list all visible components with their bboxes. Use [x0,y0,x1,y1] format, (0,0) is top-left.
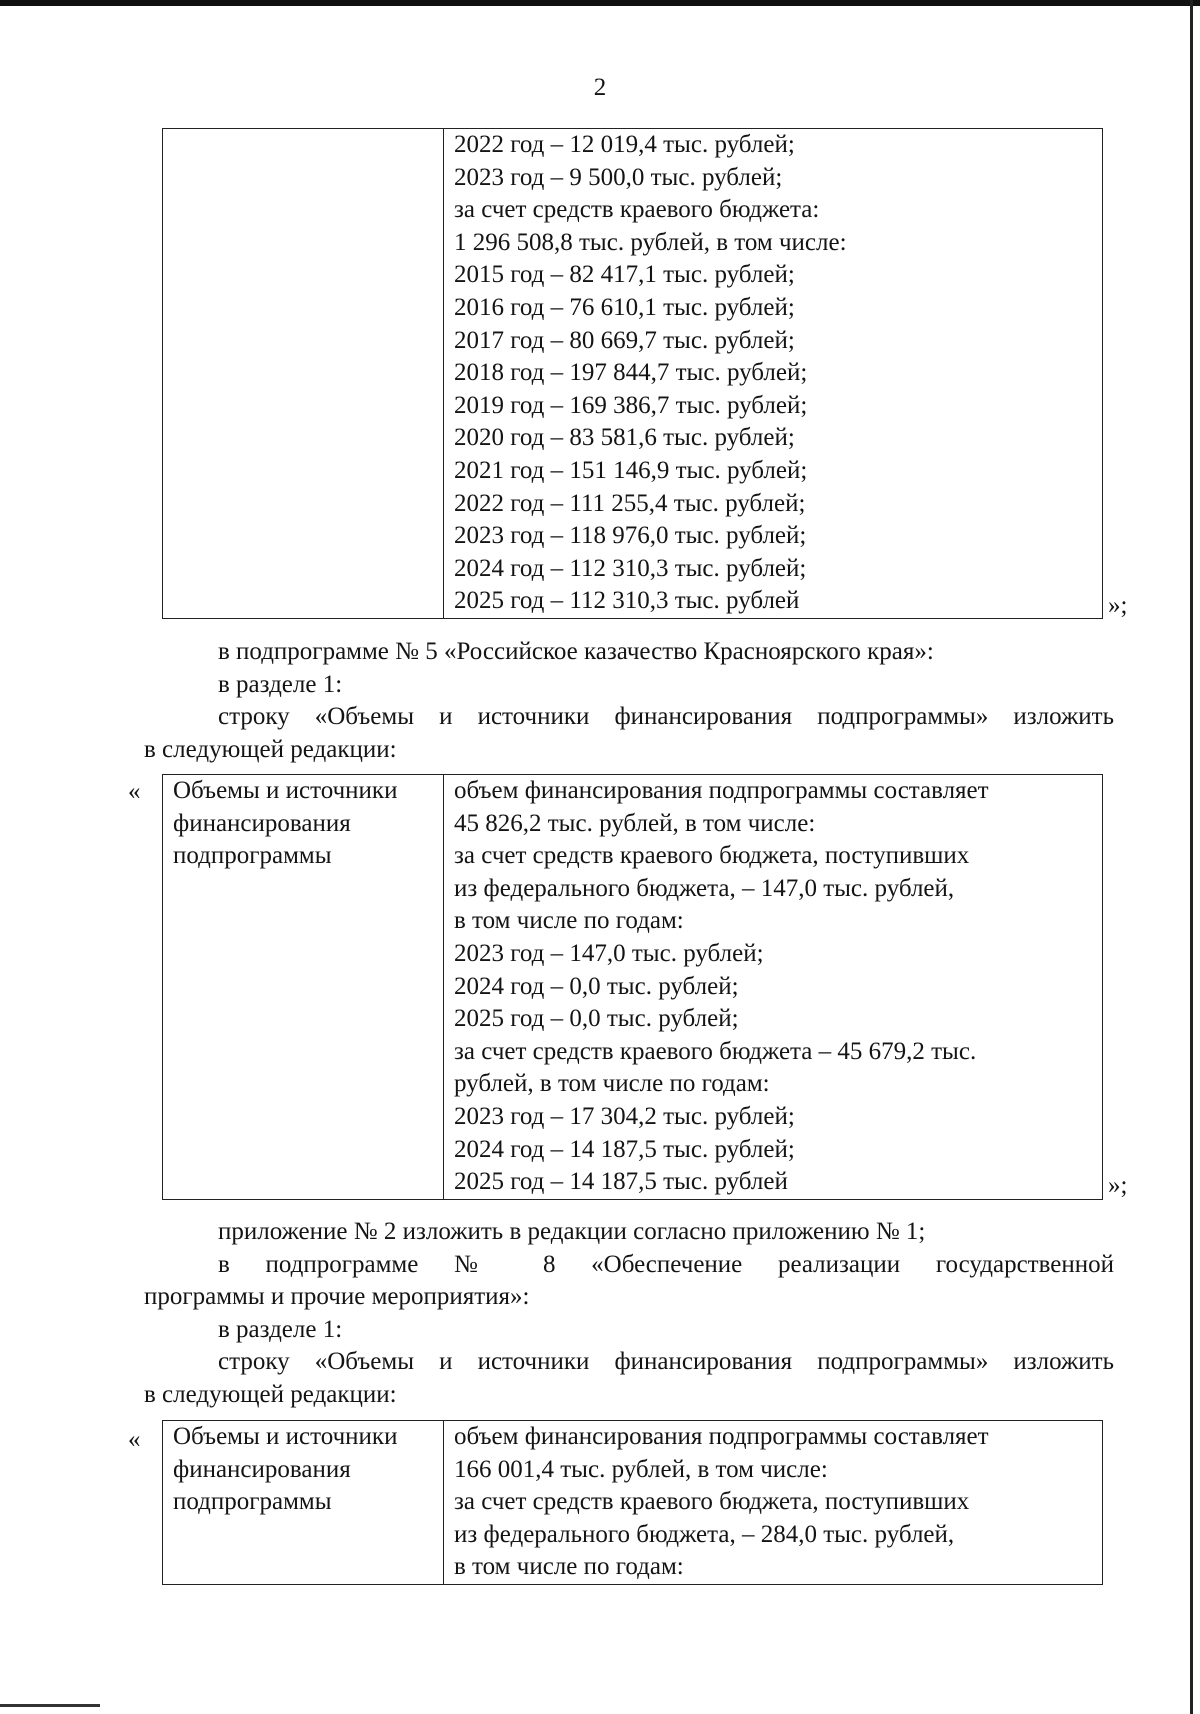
table-line: за счет средств краевого бюджета, поступивших [454,1488,970,1516]
table-line: 1 296 508,8 тыс. рублей, в том числе: [454,228,847,256]
table-line: 2022 год – 111 255,4 тыс. рублей; [454,489,806,517]
table-line: 2016 год – 76 610,1 тыс. рублей; [454,293,795,321]
opening-quote: « [128,1426,141,1453]
text-line: в разделе 1: [218,1315,343,1343]
scan-bottom-mark [0,1704,100,1707]
text-line: в следующей редакции: [144,735,397,763]
table-line: 2019 год – 169 386,7 тыс. рублей; [454,391,808,419]
table-line: 2015 год – 82 417,1 тыс. рублей; [454,261,795,289]
table-line: 2023 год – 9 500,0 тыс. рублей; [454,163,783,191]
table-line: в том числе по годам: [454,907,684,935]
financing-table-subprogram-5 [162,774,1103,1200]
table-line: 2021 год – 151 146,9 тыс. рублей; [454,456,808,484]
table-row [163,775,1103,1200]
table-line: объем финансирования подпрограммы составляет [454,1423,989,1450]
table-line: 2024 год – 14 187,5 тыс. рублей; [454,1135,795,1163]
table-cell-right [444,1421,1103,1585]
table-row [163,129,1103,619]
table-line: подпрограммы [173,842,332,870]
scan-right-edge [1190,0,1193,1714]
table-line: 2025 год – 14 187,5 тыс. рублей [454,1168,788,1196]
table-line: 2025 год – 112 310,3 тыс. рублей [454,587,800,615]
table-line: 2025 год – 0,0 тыс. рублей; [454,1005,739,1033]
table-line: 2020 год – 83 581,6 тыс. рублей; [454,424,795,452]
text-line: программы и прочие мероприятия»: [144,1283,530,1311]
table-line: 2024 год – 112 310,3 тыс. рублей; [454,554,807,582]
text-line: в следующей редакции: [144,1380,397,1408]
table-line: финансирования [173,809,351,837]
closing-quote: »; [1108,1172,1128,1199]
closing-quote: »; [1108,592,1128,619]
financing-table-continued [162,128,1103,619]
table-line: 2024 год – 0,0 тыс. рублей; [454,972,739,1000]
table-line: 2023 год – 147,0 тыс. рублей; [454,939,764,967]
table-line: 45 826,2 тыс. рублей, в том числе: [454,809,816,837]
text-line: в подпрограмме № 8 «Обеспечение реализации государственной [218,1250,1114,1278]
table-cell-left [163,129,444,619]
table-line: 2022 год – 12 019,4 тыс. рублей; [454,131,795,158]
table-cell-right [444,775,1103,1200]
text-line: в разделе 1: [218,670,343,698]
table-line: подпрограммы [173,1488,332,1516]
table-line: рублей, в том числе по годам: [454,1070,770,1098]
table-cell-left [163,775,444,1200]
page-number: 2 [593,74,607,101]
table-row [163,1421,1103,1585]
table-cell-left [163,1421,444,1585]
table-line: за счет средств краевого бюджета – 45 679,2 тыс. [454,1037,977,1065]
paragraph-subprogram-8 [144,1216,1114,1412]
table-line: финансирования [173,1455,351,1483]
opening-quote: « [128,778,141,805]
table-line: 2018 год – 197 844,7 тыс. рублей; [454,359,808,387]
text-line: приложение № 2 изложить в редакции согласно приложению № 1; [218,1218,926,1245]
table-line: из федерального бюджета, – 284,0 тыс. рублей, [454,1520,955,1548]
table-line: в том числе по годам: [454,1553,684,1581]
text-line: строку «Объемы и источники финансирования подпрограммы» изложить [218,703,1114,731]
text-line: в подпрограмме № 5 «Российское казачество Красноярского края»: [218,638,934,665]
scan-top-edge [0,0,1200,6]
financing-table-subprogram-8 [162,1420,1103,1585]
table-cell-right [444,129,1103,619]
table-line: Объемы и источники [173,777,398,804]
table-line: за счет средств краевого бюджета, поступивших [454,842,970,870]
table-line: объем финансирования подпрограммы составляет [454,777,989,804]
text-line: строку «Объемы и источники финансирования подпрограммы» изложить [218,1348,1114,1376]
paragraph-subprogram-5 [144,636,1114,766]
table-line: 166 001,4 тыс. рублей, в том числе: [454,1455,828,1483]
table-line: 2023 год – 118 976,0 тыс. рублей; [454,522,807,550]
table-line: 2023 год – 17 304,2 тыс. рублей; [454,1102,795,1130]
table-line: 2017 год – 80 669,7 тыс. рублей; [454,326,795,354]
table-line: Объемы и источники [173,1423,398,1450]
table-line: из федерального бюджета, – 147,0 тыс. рублей, [454,874,955,902]
table-line: за счет средств краевого бюджета: [454,196,820,224]
